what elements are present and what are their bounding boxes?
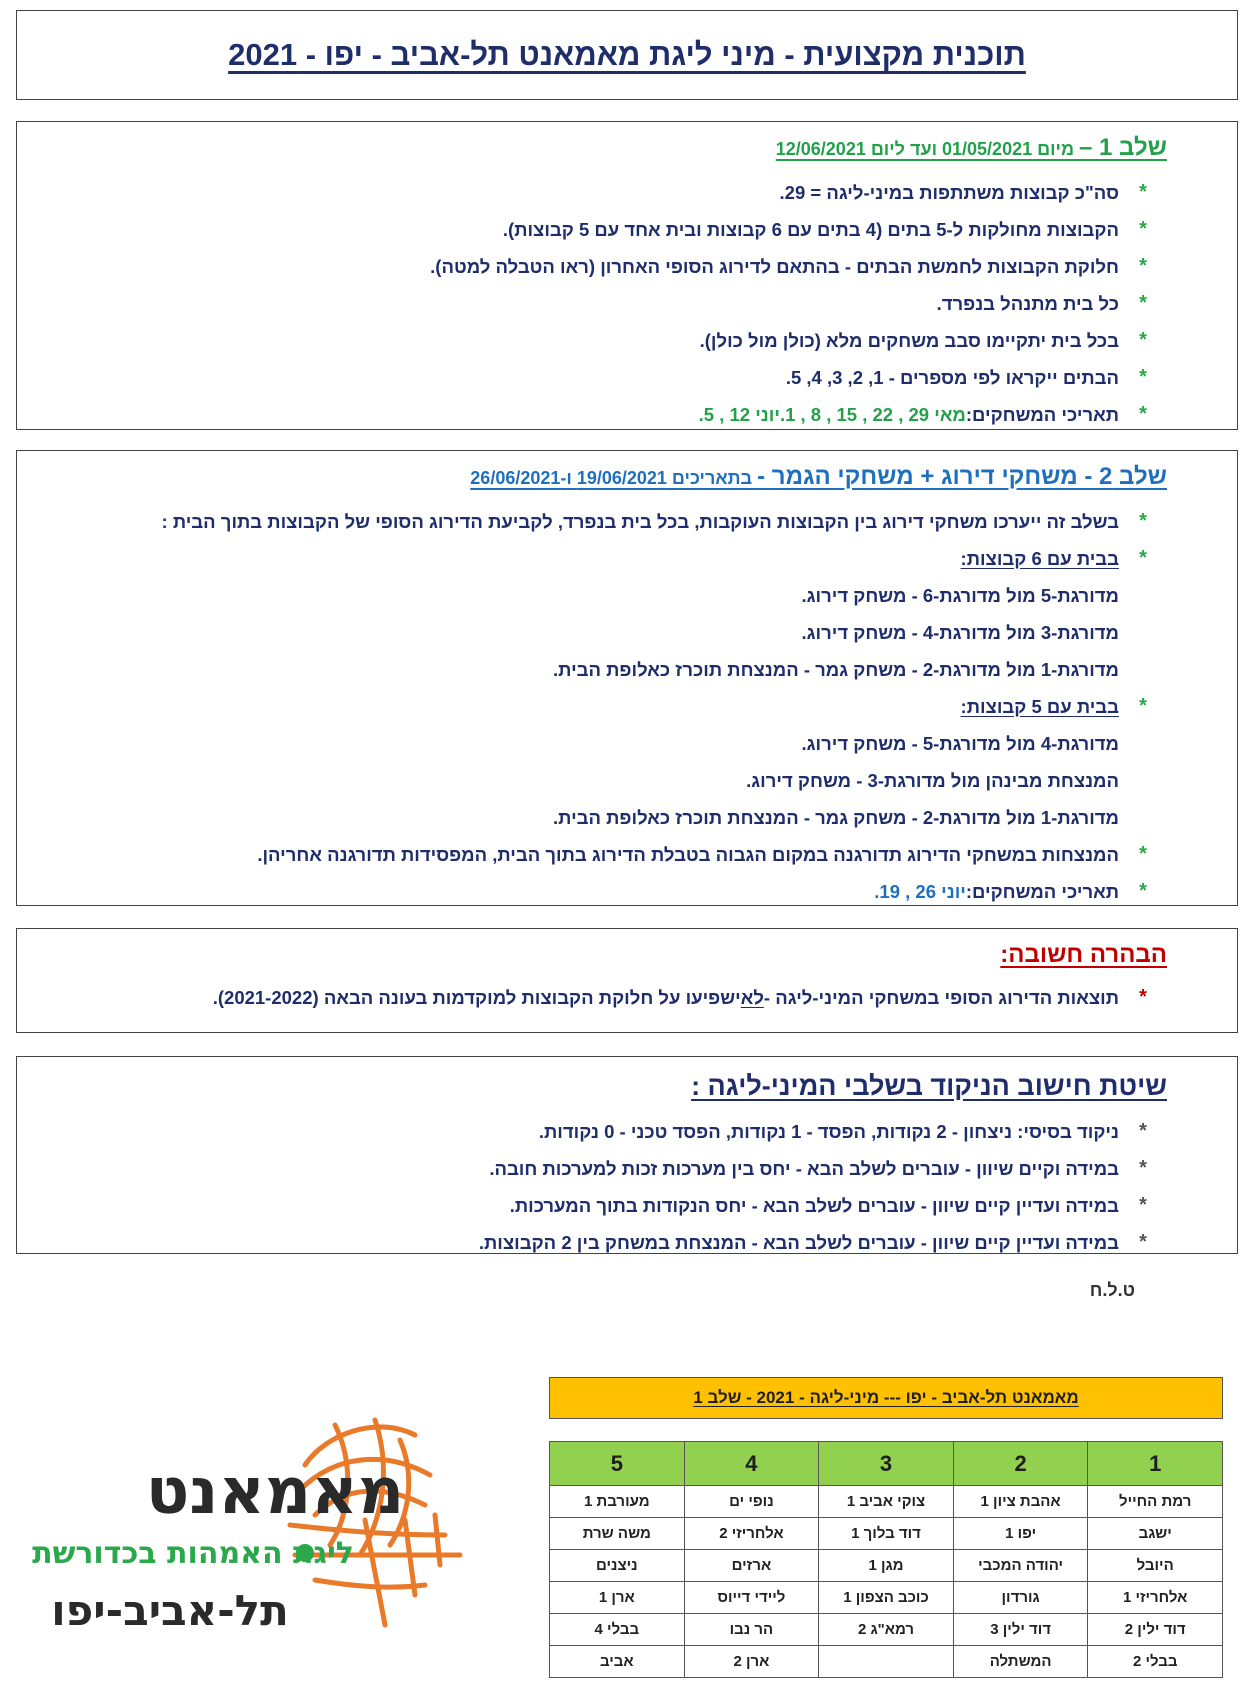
asterisk-icon: * (1139, 880, 1147, 902)
table-cell: ארן 2 (684, 1646, 819, 1678)
asterisk-icon: * (1139, 843, 1147, 865)
scoring-list (37, 1113, 1167, 1261)
table-row (550, 1646, 1223, 1678)
table-cell: אלחריזי 1 (1088, 1582, 1223, 1614)
table-row (550, 1614, 1223, 1646)
table-cell: ארן 1 (550, 1582, 685, 1614)
title-box (16, 10, 1238, 100)
table-cell: צוקי אביב 1 (819, 1486, 954, 1518)
list-item-text: כל בית מתנהל בנפרד. (936, 292, 1119, 314)
list-item (37, 1187, 1167, 1224)
list-item (37, 725, 1167, 762)
asterisk-icon: * (1139, 255, 1147, 277)
list-item-text: סה"כ קבוצות משתתפות במיני-ליגה = 29. (779, 181, 1119, 203)
dates-label: תאריכי המשחקים: (965, 880, 1119, 902)
stage2-heading (470, 463, 1167, 491)
table-cell: דוד בלוך 1 (819, 1518, 954, 1550)
table-header-cell: 2 (953, 1442, 1088, 1486)
table-header-cell: 3 (819, 1442, 954, 1486)
note-heading: הבהרה חשובה: (1000, 941, 1167, 968)
logo-city: תל-אביב-יפו (51, 1586, 289, 1635)
table-cell: אלחריזי 2 (684, 1518, 819, 1550)
asterisk-icon: * (1139, 1120, 1147, 1142)
table-cell: כוכב הצפון 1 (819, 1582, 954, 1614)
table-cell: גורדון (953, 1582, 1088, 1614)
table-cell: ליידי דייוס (684, 1582, 819, 1614)
list-item-text: חלוקת הקבוצות לחמשת הבתים - בהתאם לדירוג הסופי האחרון (ראו הטבלה למטה). (430, 255, 1119, 277)
table-cell: רמא"ג 2 (819, 1614, 954, 1646)
list-item-text: הבתים ייקראו לפי מספרים - 1, 2, 3, 4, 5. (785, 366, 1119, 388)
dates-label: תאריכי המשחקים: (965, 403, 1119, 425)
table-cell: הר נבו (684, 1614, 819, 1646)
table-cell: דוד ילין 3 (953, 1614, 1088, 1646)
list-item (37, 322, 1167, 359)
list-item-text: המנצחת מבינהן מול מדורגת-3 - משחק דירוג. (746, 769, 1119, 791)
list-item-text: ניקוד בסיסי: ניצחון - 2 נקודות, הפסד - 1 נקודות, הפסד טכני - 0 נקודות. (538, 1120, 1119, 1142)
stage1-heading-dates: מיום 01/05/2021 ועד ליום 12/06/2021 (775, 139, 1080, 159)
asterisk-icon: * (1139, 366, 1147, 388)
table-cell: בבלי 4 (550, 1614, 685, 1646)
stage2-list (37, 503, 1167, 910)
stage1-list (37, 174, 1167, 433)
asterisk-icon: * (1139, 403, 1147, 425)
table-cell: יפו 1 (953, 1518, 1088, 1550)
list-item-text: מדורגת-3 מול מדורגת-4 - משחק דירוג. (801, 621, 1119, 643)
list-item-text: במידה ועדיין קיים שיוון - עוברים לשלב הבא - יחס הנקודות בתוך המערכות. (509, 1194, 1119, 1216)
asterisk-icon: * (1139, 329, 1147, 351)
note-box (16, 928, 1238, 1033)
list-item (37, 1150, 1167, 1187)
asterisk-icon: * (1139, 292, 1147, 314)
list-item-text: המנצחות במשחקי הדירוג תדורגנה במקום הגבוה בטבלת הדירוג בתוך הבית, המפסידות תדורגנה אחריהן. (257, 843, 1119, 865)
list-item-text: בבית עם 5 קבוצות: (960, 695, 1119, 717)
table-cell: אהבת ציון 1 (953, 1486, 1088, 1518)
note-text-before: תוצאות הדירוג הסופי במשחקי המיני-ליגה - (763, 986, 1119, 1008)
table-cell: יהודה המכבי (953, 1550, 1088, 1582)
table-cell: המשתלה (953, 1646, 1088, 1678)
stage2-heading-text: שלב 2 - משחקי דירוג + משחקי הגמר - (757, 463, 1167, 490)
list-item (37, 762, 1167, 799)
stage2-dates (37, 873, 1167, 910)
stage1-heading (776, 134, 1167, 162)
mamanet-logo (32, 1405, 475, 1660)
table-cell: היובל (1088, 1550, 1223, 1582)
table-cell: מעורבת 1 (550, 1486, 685, 1518)
list-item (37, 836, 1167, 873)
stage2-heading-dates: בתאריכים 19/06/2021 ו-26/06/2021 (470, 468, 758, 488)
stage1-dates (37, 396, 1167, 433)
list-item (37, 799, 1167, 836)
groups-table (549, 1441, 1223, 1678)
note-text-lo: לא (740, 986, 764, 1008)
list-item (37, 174, 1167, 211)
list-item-text: בבית עם 6 קבוצות: (960, 547, 1119, 569)
list-item (37, 248, 1167, 285)
continued-note: ט.ל.ח (1089, 1280, 1135, 1300)
list-item-text: בכל בית יתקיימו סבב משחקים מלא (כולן מול כולן). (699, 329, 1119, 351)
asterisk-icon: * (1139, 181, 1147, 203)
list-item-text: במידה וקיים שיוון - עוברים לשלב הבא - יחס בין מערכות זכות למערכות חובה. (489, 1157, 1119, 1179)
logo-title: מאמאנט (145, 1455, 405, 1529)
list-item-text: מדורגת-1 מול מדורגת-2 - משחק גמר - המנצחת תוכרז כאלופת הבית. (553, 806, 1119, 828)
list-item (37, 211, 1167, 248)
scoring-box (16, 1056, 1238, 1254)
table-row (550, 1550, 1223, 1582)
table-cell: משה שרת (550, 1518, 685, 1550)
asterisk-icon: * (1139, 986, 1147, 1008)
six-team-label (37, 540, 1167, 577)
list-item (37, 651, 1167, 688)
table-cell: ישגב (1088, 1518, 1223, 1550)
list-item-text: הקבוצות מחולקות ל-5 בתים (4 בתים עם 6 קבוצות ובית אחד עם 5 קבוצות). (502, 218, 1119, 240)
table-title-bar (549, 1377, 1223, 1419)
logo-subtitle: ליגת האמהות בכדורשת (32, 1536, 354, 1571)
note-text-after: ישפיעו על חלוקת הקבוצות למוקדמות בעונה הבאה (2021-2022). (212, 986, 741, 1008)
list-item-text: במידה ועדיין קיים שיוון - עוברים לשלב הבא - המנצחת במשחק בין 2 הקבוצות. (478, 1231, 1119, 1253)
table-cell: רמת החייל (1088, 1486, 1223, 1518)
table-cell: ניצנים (550, 1550, 685, 1582)
asterisk-icon: * (1139, 695, 1147, 717)
table-cell: נופי ים (684, 1486, 819, 1518)
scoring-heading: שיטת חישוב הניקוד בשלבי המיני-ליגה : (691, 1071, 1167, 1101)
table-row (550, 1582, 1223, 1614)
table-row (550, 1518, 1223, 1550)
asterisk-icon: * (1139, 1231, 1147, 1253)
stage2-box (16, 450, 1238, 906)
asterisk-icon: * (1139, 510, 1147, 532)
table-title: מאמאנט תל-אביב - יפו --- מיני-ליגה - 2021 - שלב 1 (693, 1388, 1079, 1407)
list-item (37, 1224, 1167, 1261)
table-header-cell: 4 (684, 1442, 819, 1486)
stage1-heading-text: שלב 1 – (1079, 134, 1167, 161)
list-item (37, 614, 1167, 651)
table-header-row (550, 1442, 1223, 1486)
list-item-text: מדורגת-5 מול מדורגת-6 - משחק דירוג. (801, 584, 1119, 606)
asterisk-icon: * (1139, 1157, 1147, 1179)
list-item-text: מדורגת-4 מול מדורגת-5 - משחק דירוג. (801, 732, 1119, 754)
list-item (37, 359, 1167, 396)
page-title: תוכנית מקצועית - מיני ליגת מאמאנט תל-אביב - יפו - 2021 (228, 37, 1026, 72)
table-row (550, 1486, 1223, 1518)
dates-june: יוני 26 , 19. (874, 880, 966, 902)
list-item (37, 285, 1167, 322)
list-item-text: מדורגת-1 מול מדורגת-2 - משחק גמר - המנצחת תוכרז כאלופת הבית. (553, 658, 1119, 680)
dates-may: מאי 29 , 22 , 15 , 8 , 1. (779, 403, 966, 425)
table-cell: אביב (550, 1646, 685, 1678)
list-item (37, 503, 1167, 540)
table-cell: ארזים (684, 1550, 819, 1582)
table-header-cell: 1 (1088, 1442, 1223, 1486)
note-list (37, 979, 1167, 1016)
table-cell: דוד ילין 2 (1088, 1614, 1223, 1646)
list-item-text: בשלב זה ייערכו משחקי דירוג בין הקבוצות העוקבות, בכל בית בנפרד, לקביעת הדירוג הסופי של הקבוצות בתוך הבית : (161, 510, 1119, 532)
table-header-cell: 5 (550, 1442, 685, 1486)
stage1-box (16, 121, 1238, 430)
five-team-label (37, 688, 1167, 725)
table-cell: בבלי 2 (1088, 1646, 1223, 1678)
table-cell (819, 1646, 954, 1678)
table-cell: מגן 1 (819, 1550, 954, 1582)
list-item (37, 577, 1167, 614)
dates-june: יוני 12 , 5. (698, 403, 780, 425)
asterisk-icon: * (1139, 218, 1147, 240)
asterisk-icon: * (1139, 1194, 1147, 1216)
list-item (37, 1113, 1167, 1150)
asterisk-icon: * (1139, 547, 1147, 569)
list-item (37, 979, 1167, 1016)
